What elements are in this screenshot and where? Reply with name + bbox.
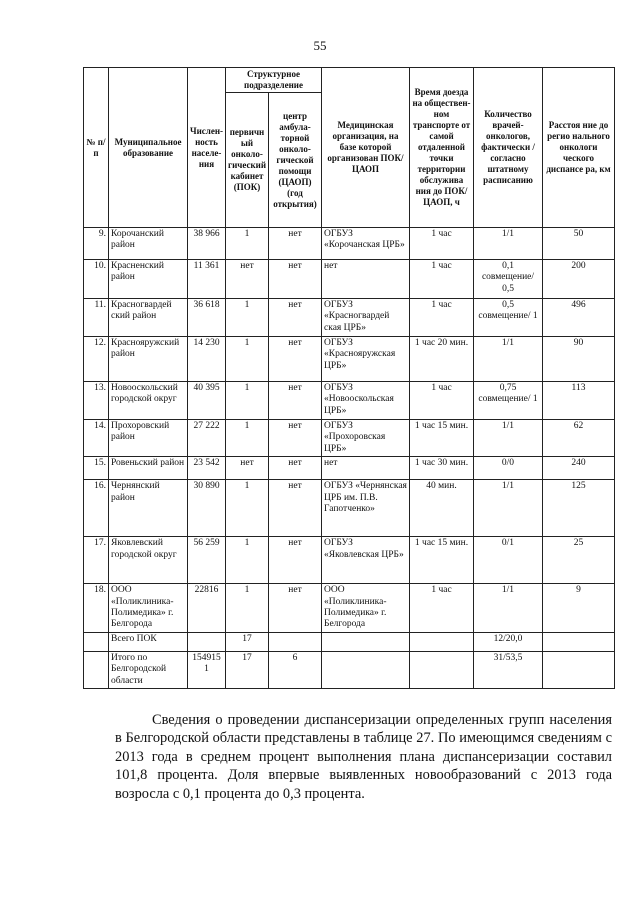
row-doctors: 1/1 bbox=[474, 584, 543, 633]
row-num: 17. bbox=[84, 537, 109, 584]
row-municipality: Красногвардей ский район bbox=[109, 299, 188, 337]
row-medorg: ОГБУЗ «Прохоровская ЦРБ» bbox=[322, 420, 410, 457]
row-num: 11. bbox=[84, 299, 109, 337]
oncology-units-table bbox=[83, 67, 615, 689]
row-doctors: 1/1 bbox=[474, 420, 543, 457]
header-pok: первичный онколо-гический кабинет (ПОК) bbox=[226, 93, 269, 228]
total-pok-row bbox=[84, 632, 615, 651]
row-municipality: Красненский район bbox=[109, 260, 188, 299]
row-distance: 90 bbox=[543, 337, 615, 382]
table-row bbox=[84, 260, 615, 299]
row-population: 40 395 bbox=[188, 382, 226, 420]
row-municipality: Прохоровский район bbox=[109, 420, 188, 457]
row-caop: нет bbox=[269, 260, 322, 299]
table-row bbox=[84, 228, 615, 260]
row-pok: нет bbox=[226, 457, 269, 480]
row-medorg: нет bbox=[322, 260, 410, 299]
table-row bbox=[84, 382, 615, 420]
row-travel: 1 час 15 мин. bbox=[410, 537, 474, 584]
total-region-label: Итого по Белгородской области bbox=[109, 651, 188, 688]
row-municipality: ООО «Поликлиника-Полимедика» г. Белгорода bbox=[109, 584, 188, 633]
row-pok: 1 bbox=[226, 537, 269, 584]
row-pok: 1 bbox=[226, 584, 269, 633]
row-distance: 125 bbox=[543, 480, 615, 537]
row-medorg: нет bbox=[322, 457, 410, 480]
row-distance: 25 bbox=[543, 537, 615, 584]
header-structural-unit: Структурное подразделение bbox=[226, 68, 322, 93]
row-travel: 1 час bbox=[410, 228, 474, 260]
header-num: № п/п bbox=[84, 68, 109, 228]
row-medorg: ООО «Поликлиника-Полимедика» г. Белгорода bbox=[322, 584, 410, 633]
row-distance: 496 bbox=[543, 299, 615, 337]
row-caop: нет bbox=[269, 337, 322, 382]
row-caop: нет bbox=[269, 382, 322, 420]
row-doctors: 0/0 bbox=[474, 457, 543, 480]
row-population: 11 361 bbox=[188, 260, 226, 299]
row-population: 14 230 bbox=[188, 337, 226, 382]
table-row bbox=[84, 480, 615, 537]
row-population: 56 259 bbox=[188, 537, 226, 584]
row-travel: 40 мин. bbox=[410, 480, 474, 537]
row-municipality: Чернянский район bbox=[109, 480, 188, 537]
row-pok: 1 bbox=[226, 299, 269, 337]
row-distance: 113 bbox=[543, 382, 615, 420]
row-medorg: ОГБУЗ «Новооскольская ЦРБ» bbox=[322, 382, 410, 420]
row-caop: нет bbox=[269, 457, 322, 480]
paragraph-text: Сведения о проведении диспансеризации определенных групп населения в Белгородской области представлены в таблице 27. По имеющимся сведениям с 2013 года в среднем процент выполнения плана диспансеризации составил 101,8 процента. Доля впервые выявленных новообразований с 2013 года возросла с 0,1 процента до 0,3 процента. bbox=[115, 712, 612, 802]
row-medorg: ОГБУЗ «Корочанская ЦРБ» bbox=[322, 228, 410, 260]
row-population: 27 222 bbox=[188, 420, 226, 457]
row-population: 36 618 bbox=[188, 299, 226, 337]
row-num: 14. bbox=[84, 420, 109, 457]
row-pok: 1 bbox=[226, 480, 269, 537]
row-doctors: 1/1 bbox=[474, 337, 543, 382]
row-caop: нет bbox=[269, 420, 322, 457]
row-pok: 1 bbox=[226, 382, 269, 420]
row-distance: 50 bbox=[543, 228, 615, 260]
row-population: 30 890 bbox=[188, 480, 226, 537]
row-pok: нет bbox=[226, 260, 269, 299]
row-pok: 1 bbox=[226, 420, 269, 457]
page-number: 55 bbox=[313, 38, 327, 53]
total-region-population: 1549151 bbox=[188, 651, 226, 688]
row-municipality: Краснояружский район bbox=[109, 337, 188, 382]
row-travel: 1 час 20 мин. bbox=[410, 337, 474, 382]
table-row bbox=[84, 337, 615, 382]
total-pok-label: Всего ПОК bbox=[109, 632, 188, 651]
row-population: 38 966 bbox=[188, 228, 226, 260]
row-travel: 1 час 30 мин. bbox=[410, 457, 474, 480]
row-doctors: 0,1 совмещение/ 0,5 bbox=[474, 260, 543, 299]
row-doctors: 1/1 bbox=[474, 480, 543, 537]
table-row bbox=[84, 420, 615, 457]
row-travel: 1 час 15 мин. bbox=[410, 420, 474, 457]
row-pok: 1 bbox=[226, 228, 269, 260]
header-medical-organization: Медицинская организация, на базе которой организован ПОК/ЦАОП bbox=[322, 68, 410, 228]
row-travel: 1 час bbox=[410, 260, 474, 299]
total-region-pok: 17 bbox=[226, 651, 269, 688]
header-doctors-count: Количество врачей-онкологов, фактически /согласно штатному расписанию bbox=[474, 68, 543, 228]
row-num: 13. bbox=[84, 382, 109, 420]
row-num: 18. bbox=[84, 584, 109, 633]
row-num: 16. bbox=[84, 480, 109, 537]
total-region-caop: 6 bbox=[269, 651, 322, 688]
row-caop: нет bbox=[269, 228, 322, 260]
row-num: 15. bbox=[84, 457, 109, 480]
row-doctors: 0/1 bbox=[474, 537, 543, 584]
row-doctors: 0,75 совмещение/ 1 bbox=[474, 382, 543, 420]
row-medorg: ОГБУЗ «Яковлевская ЦРБ» bbox=[322, 537, 410, 584]
table-row bbox=[84, 299, 615, 337]
table-row bbox=[84, 457, 615, 480]
row-caop: нет bbox=[269, 299, 322, 337]
total-pok-doctors: 12/20,0 bbox=[474, 632, 543, 651]
header-municipality: Муниципальное образование bbox=[109, 68, 188, 228]
row-population: 23 542 bbox=[188, 457, 226, 480]
header-distance: Расстоя ние до регио нального онкологи ческого диспансе ра, км bbox=[543, 68, 615, 228]
row-travel: 1 час bbox=[410, 299, 474, 337]
row-num: 12. bbox=[84, 337, 109, 382]
row-doctors: 0,5 совмещение/ 1 bbox=[474, 299, 543, 337]
row-num: 10. bbox=[84, 260, 109, 299]
row-num: 9. bbox=[84, 228, 109, 260]
row-municipality: Яковлевский городской округ bbox=[109, 537, 188, 584]
row-caop: нет bbox=[269, 537, 322, 584]
row-travel: 1 час bbox=[410, 382, 474, 420]
header-population: Числен-ность населе-ния bbox=[188, 68, 226, 228]
row-doctors: 1/1 bbox=[474, 228, 543, 260]
row-pok: 1 bbox=[226, 337, 269, 382]
row-medorg: ОГБУЗ «Красногвардей ская ЦРБ» bbox=[322, 299, 410, 337]
row-distance: 62 bbox=[543, 420, 615, 457]
row-population: 22816 bbox=[188, 584, 226, 633]
table-row bbox=[84, 584, 615, 633]
row-medorg: ОГБУЗ «Краснояружская ЦРБ» bbox=[322, 337, 410, 382]
row-municipality: Ровеньский район bbox=[109, 457, 188, 480]
row-municipality: Новооскольский городской округ bbox=[109, 382, 188, 420]
header-travel-time: Время доезда на обществен-ном транспорте от самой отдаленной точки территории обслужива ния до ПОК/ ЦАОП, ч bbox=[410, 68, 474, 228]
table-row bbox=[84, 537, 615, 584]
row-medorg: ОГБУЗ «Чернянская ЦРБ им. П.В. Гапотченко» bbox=[322, 480, 410, 537]
row-travel: 1 час bbox=[410, 584, 474, 633]
header-caop: центр амбула-торной онколо-гической помощи (ЦАОП) (год открытия) bbox=[269, 93, 322, 228]
row-distance: 9 bbox=[543, 584, 615, 633]
total-region-row bbox=[84, 651, 615, 688]
row-caop: нет bbox=[269, 584, 322, 633]
row-distance: 200 bbox=[543, 260, 615, 299]
body-paragraph bbox=[115, 711, 612, 803]
total-region-doctors: 31/53,5 bbox=[474, 651, 543, 688]
row-municipality: Корочанский район bbox=[109, 228, 188, 260]
total-pok-count: 17 bbox=[226, 632, 269, 651]
row-distance: 240 bbox=[543, 457, 615, 480]
row-caop: нет bbox=[269, 480, 322, 537]
